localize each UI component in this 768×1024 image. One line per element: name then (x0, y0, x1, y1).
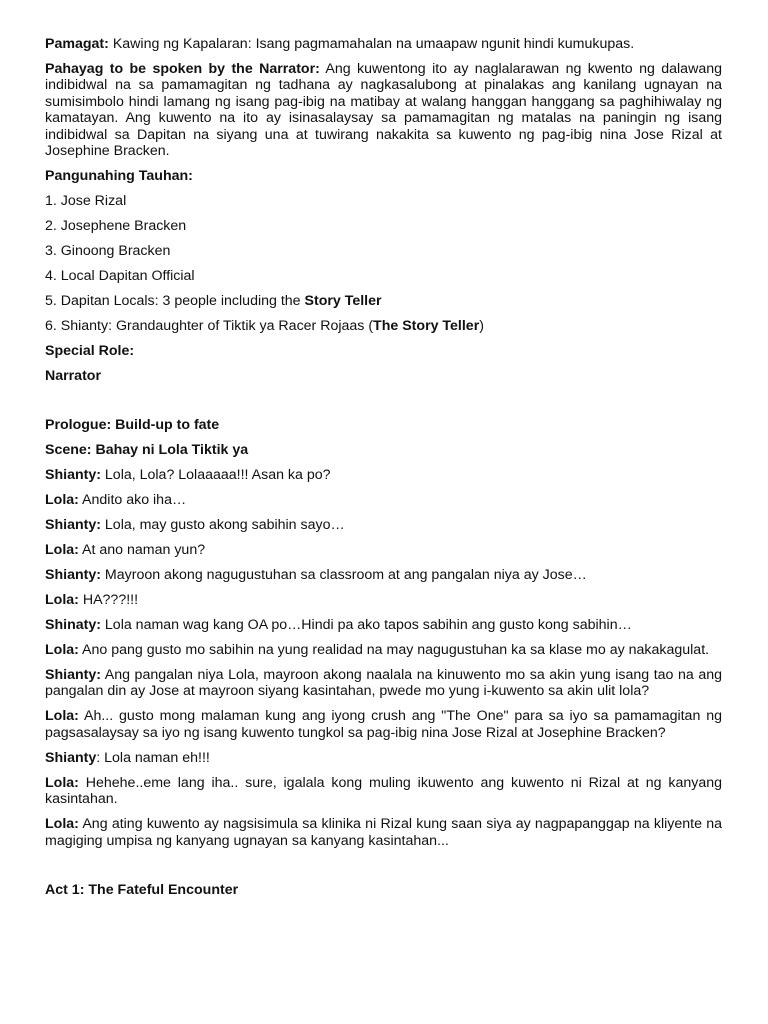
document-page (45, 36, 722, 907)
character-item: 4. Local Dapitan Official (45, 268, 195, 285)
character-item: 1. Jose Rizal (45, 193, 127, 210)
scene-heading: Scene: Bahay ni Lola Tiktik ya (45, 442, 249, 459)
character-item: 3. Ginoong Bracken (45, 243, 171, 260)
dialogue-line: Lola: Ano pang gusto mo sabihin na yung realidad na may nagugustuhan ka sa klase mo ay nakakagulat. (45, 642, 710, 659)
narrator-intro-label: Pahayag to be spoken by the Narrator: (45, 61, 320, 77)
act1-heading: Act 1: The Fateful Encounter (45, 881, 239, 898)
prologue-heading: Prologue: Build-up to fate (45, 417, 220, 434)
dialogue-line: Lola: Ah... gusto mong malaman kung ang iyong crush ang "The One" para sa iyo sa pamamagitan ng pagsasalaysay sa iyo ng isang kuwento tungkol sa pag-ibig nina Jose Rizal at Josephine Bracken? (45, 708, 722, 741)
spacer (45, 858, 722, 882)
narrator-intro-text: Ang kuwentong ito ay naglalarawan ng kwento ng dalawang indibidwal na sa pamamagitan ng tadhana ay nagkasalubong at pinalakas ang kanilang ugnayan na sumisimbolo hindi lamang ng isang pag-ibig na matibay at walang hanggan hanggang sa paghihiwalay ng kamatayan. Ang kuwento na ito ay isinasalaysay sa pamamagitan ng matalas na paningin ng isang indibidwal sa Dapitan na siyang una at tuwirang nakakita sa kuwento ng pag-ibig nina Jose Rizal at Josephine Bracken. (45, 61, 722, 160)
dialogue-line: Lola: Andito ako iha… (45, 492, 187, 509)
spacer (45, 393, 722, 417)
character-item: 6. Shianty: Grandaughter of Tiktik ya Racer Rojaas (The Story Teller) (45, 318, 484, 335)
title-line (45, 36, 722, 52)
dialogue-line: Shianty: Lola, Lola? Lolaaaaa!!! Asan ka po? (45, 467, 331, 484)
dialogue-line: Shinaty: Lola naman wag kang OA po…Hindi pa ako tapos sabihin ang gusto kong sabihin… (45, 617, 632, 634)
dialogue-line: Shianty: Mayroon akong nagugustuhan sa classroom at ang pangalan niya ay Jose… (45, 567, 587, 584)
special-role: Narrator (45, 368, 101, 385)
dialogue-line: Lola: HA???!!! (45, 592, 139, 609)
character-item: 5. Dapitan Locals: 3 people including the Story Teller (45, 293, 382, 310)
narrator-intro (45, 61, 722, 159)
characters-heading: Pangunahing Tauhan: (45, 168, 193, 185)
dialogue-line: Shianty: Ang pangalan niya Lola, mayroon akong naalala na kinuwento mo sa akin yung isang tao na ang pangalan din ay Jose at mayroon siyang kasintahan, pwede mo yung i-kuwento sa akin ulit lola? (45, 667, 722, 700)
dialogue-line: Lola: At ano naman yun? (45, 542, 206, 559)
dialogue-line: Shianty: Lola naman eh!!! (45, 749, 210, 766)
dialogue-line: Lola: Ang ating kuwento ay nagsisimula sa klinika ni Rizal kung saan siya ay nagpapanggap na kliyente na magiging umpisa ng kanyang ugnayan sa kanyang kasintahan... (45, 816, 722, 849)
dialogue-line: Shianty: Lola, may gusto akong sabihin sayo… (45, 517, 345, 534)
title-text: Kawing ng Kapalaran: Isang pagmamahalan na umaapaw ngunit hindi kumukupas. (108, 36, 635, 52)
dialogue-line: Lola: Hehehe..eme lang iha.. sure, igalala kong muling ikuwento ang kuwento ni Rizal at ng kanyang kasintahan. (45, 774, 722, 808)
character-item: 2. Josephene Bracken (45, 218, 187, 235)
title-label: Pamagat: (45, 36, 109, 52)
special-role-heading: Special Role: (45, 343, 135, 360)
